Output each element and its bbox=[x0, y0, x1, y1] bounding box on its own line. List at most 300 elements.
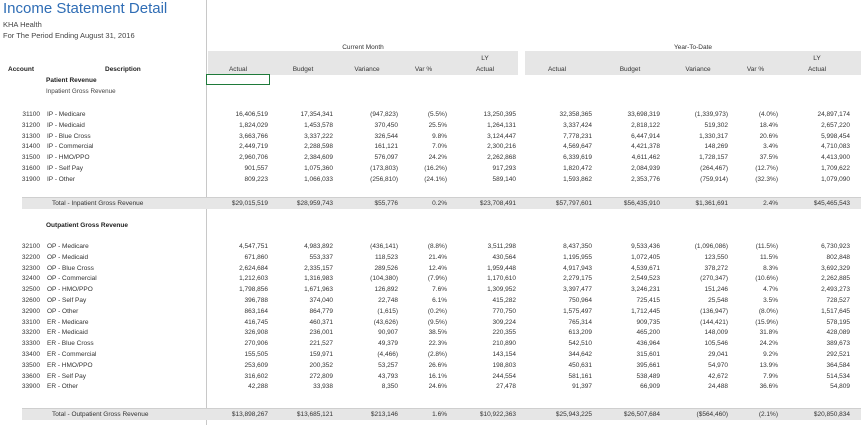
cm-variance-cell[interactable]: 161,121 bbox=[374, 143, 398, 151]
ytd-variance-cell[interactable]: (759,914) bbox=[700, 175, 728, 183]
section-outpatient-gross: Outpatient Gross Revenue bbox=[46, 222, 128, 229]
ytd-ly-actual-cell[interactable]: 578,195 bbox=[826, 318, 850, 326]
account-number[interactable]: 32200 bbox=[21, 253, 40, 261]
table-row bbox=[0, 362, 861, 372]
selected-cell[interactable] bbox=[206, 74, 270, 85]
cm-var-pct-cell[interactable]: 7.0% bbox=[432, 143, 447, 151]
cm-actual-cell[interactable]: 316,602 bbox=[244, 372, 268, 380]
cm-actual-cell[interactable]: 396,788 bbox=[244, 297, 268, 304]
cm-var-pct-cell[interactable]: (9.5%) bbox=[427, 318, 447, 326]
account-description[interactable]: OP - Blue Cross bbox=[47, 264, 94, 272]
table-row bbox=[0, 122, 861, 132]
cm-var-pct-cell[interactable]: 24.2% bbox=[428, 154, 447, 162]
cm-var-pct-cell[interactable]: (7.9%) bbox=[427, 275, 447, 283]
cm-budget-cell[interactable]: 2,288,598 bbox=[304, 143, 333, 151]
cm-variance-cell[interactable]: (947,823) bbox=[370, 111, 398, 118]
cm-budget-cell[interactable]: 3,337,222 bbox=[304, 132, 333, 140]
ytd-actual-cell[interactable]: 581,161 bbox=[568, 372, 592, 380]
account-description[interactable]: IP - Other bbox=[47, 175, 76, 183]
account-description[interactable]: ER - Medicare bbox=[47, 318, 89, 326]
ytd-budget-cell[interactable]: 2,084,939 bbox=[631, 165, 660, 172]
cm-ly-actual-cell[interactable]: 220,355 bbox=[492, 329, 516, 337]
account-description[interactable]: ER - Blue Cross bbox=[47, 340, 94, 348]
ytd-budget-cell[interactable]: 1,712,445 bbox=[631, 307, 660, 315]
cm-ly-actual-cell[interactable]: 1,264,131 bbox=[487, 121, 516, 129]
cm-var-pct-cell[interactable]: 9.8% bbox=[432, 132, 447, 140]
ytd-budget-cell[interactable]: 3,246,231 bbox=[631, 286, 660, 294]
cm-actual-cell[interactable]: 253,609 bbox=[244, 361, 268, 369]
cm-variance-cell[interactable]: 8,350 bbox=[381, 383, 398, 391]
account-description[interactable]: IP - Medicare bbox=[47, 111, 86, 118]
cm-actual-cell[interactable]: 2,960,706 bbox=[239, 154, 268, 162]
ytd-actual-cell[interactable]: 7,778,231 bbox=[563, 132, 592, 140]
cm-variance-cell[interactable]: (256,810) bbox=[370, 175, 398, 183]
ytd-actual-cell[interactable]: 91,397 bbox=[572, 383, 592, 391]
ytd-var-pct-cell[interactable]: 31.8% bbox=[759, 329, 778, 337]
cm-variance-cell[interactable]: 90,907 bbox=[378, 329, 398, 337]
ytd-variance-cell[interactable]: 123,550 bbox=[704, 253, 728, 261]
cm-actual-cell[interactable]: 42,288 bbox=[248, 383, 268, 391]
cm-variance-cell[interactable]: 53,257 bbox=[378, 361, 398, 369]
cm-budget-cell[interactable]: 374,040 bbox=[309, 297, 333, 304]
col-ytd-ly-actual: Actual bbox=[807, 66, 827, 73]
cm-ly-actual-cell[interactable]: 917,293 bbox=[492, 165, 516, 172]
cm-ly-actual-cell[interactable]: 3,511,298 bbox=[487, 243, 516, 250]
cm-budget-cell[interactable]: 1,066,033 bbox=[304, 175, 333, 183]
table-row bbox=[0, 165, 861, 175]
ytd-var-pct-cell[interactable]: 37.5% bbox=[759, 154, 778, 162]
ytd-variance-cell[interactable]: (1,339,973) bbox=[694, 111, 728, 118]
ytd-actual-cell[interactable]: 4,569,647 bbox=[563, 143, 592, 151]
ytd-var-pct-cell[interactable]: 9.2% bbox=[763, 351, 778, 358]
account-description[interactable]: OP - Self Pay bbox=[47, 297, 87, 304]
period-label: For The Period Ending August 31, 2016 bbox=[3, 31, 135, 40]
ytd-var-pct-cell[interactable]: 20.6% bbox=[759, 132, 778, 140]
ytd-budget-cell[interactable]: 2,818,122 bbox=[631, 121, 660, 129]
cm-ly-actual-total[interactable]: $23,708,491 bbox=[479, 200, 516, 207]
cm-actual-cell[interactable]: 155,505 bbox=[244, 351, 268, 358]
ytd-budget-cell[interactable]: 2,353,776 bbox=[631, 175, 660, 183]
cm-var-pct-cell[interactable]: (0.2%) bbox=[427, 307, 447, 315]
account-description[interactable]: ER - Commercial bbox=[47, 351, 97, 358]
account-number[interactable]: 31600 bbox=[21, 165, 40, 172]
ytd-ly-actual-cell[interactable]: 1,709,622 bbox=[821, 165, 850, 172]
col-description: Description bbox=[105, 66, 141, 73]
ytd-var-pct-cell[interactable]: (32.3%) bbox=[755, 175, 778, 183]
ytd-var-pct-cell[interactable]: (12.7%) bbox=[755, 165, 778, 172]
cm-var-pct-cell[interactable]: 12.4% bbox=[428, 264, 447, 272]
cm-ly-actual-cell[interactable]: 1,309,952 bbox=[487, 286, 516, 294]
cm-var-pct-cell[interactable]: (2.8%) bbox=[427, 351, 447, 358]
cm-var-pct-cell[interactable]: 21.4% bbox=[428, 253, 447, 261]
cm-budget-cell[interactable]: 864,779 bbox=[309, 307, 333, 315]
account-number[interactable]: 33200 bbox=[21, 329, 40, 337]
cm-variance-cell[interactable]: 43,793 bbox=[378, 372, 398, 380]
cm-actual-cell[interactable]: 1,798,856 bbox=[239, 286, 268, 294]
ytd-budget-cell[interactable]: 538,489 bbox=[636, 372, 660, 380]
ytd-variance-cell[interactable]: (270,347) bbox=[700, 275, 728, 283]
account-description[interactable]: OP - Medicaid bbox=[47, 253, 89, 261]
cm-var-pct-cell[interactable]: 22.3% bbox=[428, 340, 447, 348]
ytd-var-pct-cell[interactable]: 13.9% bbox=[759, 361, 778, 369]
section-patient-revenue: Patient Revenue bbox=[46, 77, 97, 84]
cm-actual-cell[interactable]: 270,906 bbox=[244, 340, 268, 348]
account-description[interactable]: OP - Other bbox=[47, 307, 79, 315]
ytd-ly-actual-cell[interactable]: 2,657,220 bbox=[821, 121, 850, 129]
cm-budget-cell[interactable]: 17,354,341 bbox=[300, 111, 333, 118]
cm-budget-cell[interactable]: 200,352 bbox=[309, 361, 333, 369]
ytd-actual-total[interactable]: $57,797,601 bbox=[555, 200, 592, 207]
cm-ly-actual-cell[interactable]: 143,154 bbox=[492, 351, 516, 358]
cm-variance-cell[interactable]: 289,526 bbox=[374, 264, 398, 272]
account-description[interactable]: ER - Medicaid bbox=[47, 329, 88, 337]
cm-var-pct-cell[interactable]: (24.1%) bbox=[424, 175, 447, 183]
cm-ly-actual-cell[interactable]: 210,890 bbox=[492, 340, 516, 348]
cm-variance-cell[interactable]: 49,379 bbox=[378, 340, 398, 348]
ytd-var-pct-cell[interactable]: (10.6%) bbox=[755, 275, 778, 283]
ytd-budget-cell[interactable]: 9,533,436 bbox=[631, 243, 660, 250]
ytd-ly-actual-cell[interactable]: 802,848 bbox=[826, 253, 850, 261]
ytd-var-pct-cell[interactable]: 11.5% bbox=[760, 253, 778, 261]
ytd-ly-actual-cell[interactable]: 3,692,329 bbox=[821, 264, 850, 272]
ytd-budget-cell[interactable]: 4,611,462 bbox=[631, 154, 660, 162]
cm-variance-cell[interactable]: 576,097 bbox=[374, 154, 398, 162]
cm-budget-cell[interactable]: 2,335,157 bbox=[304, 264, 333, 272]
ytd-var-pct-cell[interactable]: 7.9% bbox=[763, 372, 778, 380]
account-number[interactable]: 33500 bbox=[21, 361, 40, 369]
cm-ly-actual-cell[interactable]: 415,282 bbox=[492, 297, 516, 304]
cm-actual-cell[interactable]: 4,547,751 bbox=[239, 243, 268, 250]
account-number[interactable]: 33300 bbox=[21, 340, 40, 348]
ytd-budget-cell[interactable]: 4,539,671 bbox=[631, 264, 660, 272]
ytd-actual-cell[interactable]: 6,339,619 bbox=[563, 154, 592, 162]
cm-budget-cell[interactable]: 272,809 bbox=[309, 372, 333, 380]
account-number[interactable]: 33100 bbox=[21, 318, 40, 326]
ytd-var-pct-total[interactable]: 2.4% bbox=[763, 200, 778, 207]
ytd-ly-actual-cell[interactable]: 514,534 bbox=[826, 372, 850, 380]
cm-var-pct-cell[interactable]: (16.2%) bbox=[424, 165, 447, 172]
ytd-ly-actual-cell[interactable]: 5,998,454 bbox=[821, 132, 850, 140]
cm-ly-actual-cell[interactable]: 589,140 bbox=[492, 175, 516, 183]
ytd-budget-cell[interactable]: 6,447,914 bbox=[631, 132, 660, 140]
cm-var-pct-cell[interactable]: 6.1% bbox=[432, 297, 447, 304]
ytd-actual-cell[interactable]: 1,195,955 bbox=[563, 253, 592, 261]
ytd-actual-cell[interactable]: 3,397,477 bbox=[563, 286, 592, 294]
account-number[interactable]: 33600 bbox=[21, 372, 40, 380]
col-ytd-budget: Budget bbox=[619, 66, 641, 73]
account-number[interactable]: 32100 bbox=[21, 243, 40, 250]
cm-actual-cell[interactable]: 1,824,029 bbox=[239, 121, 268, 129]
ytd-variance-cell[interactable]: 42,672 bbox=[708, 372, 728, 380]
ytd-budget-total[interactable]: $56,435,910 bbox=[623, 200, 660, 207]
cm-var-pct-total[interactable]: 1.6% bbox=[432, 411, 447, 418]
ytd-actual-cell[interactable]: 613,209 bbox=[568, 329, 592, 337]
account-description[interactable]: IP - Commercial bbox=[47, 143, 94, 151]
col-cm-actual: Actual bbox=[228, 66, 248, 73]
cm-variance-total[interactable]: $55,776 bbox=[374, 200, 398, 207]
cm-budget-cell[interactable]: 2,384,609 bbox=[304, 154, 333, 162]
cm-var-pct-cell[interactable]: 16.1% bbox=[428, 372, 447, 380]
cm-budget-cell[interactable]: 1,316,983 bbox=[304, 275, 333, 283]
ytd-ly-actual-cell[interactable]: 389,673 bbox=[826, 340, 850, 348]
cm-variance-cell[interactable]: (1,615) bbox=[377, 307, 398, 315]
account-number[interactable]: 32600 bbox=[21, 297, 40, 304]
ytd-ly-actual-cell[interactable]: 2,493,273 bbox=[821, 286, 850, 294]
ytd-variance-cell[interactable]: 519,302 bbox=[704, 121, 728, 129]
cm-budget-cell[interactable]: 33,938 bbox=[313, 383, 333, 391]
cm-var-pct-cell[interactable]: (5.5%) bbox=[427, 111, 447, 118]
ytd-variance-total[interactable]: $1,361,691 bbox=[695, 200, 728, 207]
cm-budget-cell[interactable]: 1,075,360 bbox=[304, 165, 333, 172]
ytd-variance-cell[interactable]: (264,467) bbox=[700, 165, 728, 172]
account-number[interactable]: 31200 bbox=[21, 121, 40, 129]
ytd-ly-actual-cell[interactable]: 292,521 bbox=[826, 351, 850, 358]
cm-variance-cell[interactable]: 22,748 bbox=[378, 297, 398, 304]
ytd-var-pct-cell[interactable]: (4.0%) bbox=[758, 111, 778, 118]
cm-actual-cell[interactable]: 416,745 bbox=[244, 318, 268, 326]
ytd-ly-actual-cell[interactable]: 24,897,174 bbox=[817, 111, 850, 118]
ytd-variance-total[interactable]: ($564,460) bbox=[696, 411, 728, 418]
cm-ly-actual-cell[interactable]: 309,224 bbox=[492, 318, 516, 326]
account-number[interactable]: 31900 bbox=[21, 175, 40, 183]
cm-ly-actual-cell[interactable]: 27,478 bbox=[496, 383, 516, 391]
table-row bbox=[0, 340, 861, 350]
account-description[interactable]: ER - Other bbox=[47, 383, 79, 391]
ytd-actual-total[interactable]: $25,943,225 bbox=[555, 411, 592, 418]
cm-ly-actual-total[interactable]: $10,922,363 bbox=[479, 411, 516, 418]
ytd-variance-cell[interactable]: 148,269 bbox=[704, 143, 728, 151]
cm-budget-cell[interactable]: 4,983,892 bbox=[304, 243, 333, 250]
cm-var-pct-cell[interactable]: 24.6% bbox=[428, 383, 447, 391]
ytd-var-pct-cell[interactable]: (8.0%) bbox=[758, 307, 778, 315]
total-label[interactable]: Total - Outpatient Gross Revenue bbox=[52, 411, 149, 418]
cm-variance-total[interactable]: $213,146 bbox=[370, 411, 398, 418]
ytd-budget-cell[interactable]: 4,421,378 bbox=[631, 143, 660, 151]
ytd-budget-cell[interactable]: 436,964 bbox=[636, 340, 660, 348]
ytd-actual-cell[interactable]: 450,631 bbox=[568, 361, 592, 369]
account-number[interactable]: 31400 bbox=[21, 143, 40, 151]
cm-ly-actual-cell[interactable]: 430,564 bbox=[492, 253, 516, 261]
cm-budget-total[interactable]: $13,685,121 bbox=[296, 411, 333, 418]
ytd-variance-cell[interactable]: 1,728,157 bbox=[699, 154, 728, 162]
cm-budget-total[interactable]: $28,959,743 bbox=[296, 200, 333, 207]
ytd-variance-cell[interactable]: 105,546 bbox=[704, 340, 728, 348]
ytd-variance-cell[interactable]: (136,947) bbox=[700, 307, 728, 315]
ytd-variance-cell[interactable]: (144,421) bbox=[700, 318, 728, 326]
ytd-variance-cell[interactable]: (1,096,086) bbox=[694, 243, 728, 250]
ytd-var-pct-cell[interactable]: (15.9%) bbox=[755, 318, 778, 326]
cm-ly-actual-cell[interactable]: 13,250,395 bbox=[483, 111, 516, 118]
account-number[interactable]: 31300 bbox=[21, 132, 40, 140]
ytd-var-pct-cell[interactable]: 8.3% bbox=[763, 264, 778, 272]
ytd-ly-actual-cell[interactable]: 54,809 bbox=[830, 383, 850, 391]
ytd-var-pct-cell[interactable]: 24.2% bbox=[759, 340, 778, 348]
ytd-ly-actual-total[interactable]: $20,850,834 bbox=[813, 411, 850, 418]
ytd-ly-actual-cell[interactable]: 2,262,885 bbox=[821, 275, 850, 283]
ytd-budget-cell[interactable]: 465,200 bbox=[636, 329, 660, 337]
ytd-actual-cell[interactable]: 542,510 bbox=[568, 340, 592, 348]
ytd-budget-cell[interactable]: 33,698,319 bbox=[627, 111, 660, 118]
cm-ly-actual-cell[interactable]: 2,262,868 bbox=[487, 154, 516, 162]
ytd-variance-cell[interactable]: 54,970 bbox=[708, 361, 728, 369]
ytd-var-pct-cell[interactable]: 18.4% bbox=[759, 121, 778, 129]
cm-actual-total[interactable]: $29,015,519 bbox=[231, 200, 268, 207]
account-number[interactable]: 32300 bbox=[21, 264, 40, 272]
cm-var-pct-cell[interactable]: 38.5% bbox=[428, 329, 447, 337]
account-description[interactable]: OP - Medicare bbox=[47, 243, 89, 250]
table-row bbox=[0, 143, 861, 153]
ytd-actual-cell[interactable]: 1,593,862 bbox=[563, 175, 592, 183]
account-number[interactable]: 31100 bbox=[22, 111, 40, 118]
ytd-variance-cell[interactable]: 29,041 bbox=[708, 351, 728, 358]
ytd-budget-cell[interactable]: 909,735 bbox=[636, 318, 660, 326]
col-cm-variance: Variance bbox=[354, 66, 380, 73]
ytd-var-pct-cell[interactable]: 4.7% bbox=[763, 286, 778, 294]
cm-ly-actual-cell[interactable]: 770,750 bbox=[492, 307, 516, 315]
cm-actual-cell[interactable]: 863,164 bbox=[244, 307, 268, 315]
ytd-variance-cell[interactable]: 1,330,317 bbox=[699, 132, 728, 140]
cm-var-pct-cell[interactable]: 7.6% bbox=[432, 286, 447, 294]
account-number[interactable]: 31500 bbox=[21, 154, 40, 162]
cm-actual-cell[interactable]: 3,663,766 bbox=[239, 132, 268, 140]
col-ytd-ly: LY bbox=[813, 55, 821, 62]
cm-ly-actual-cell[interactable]: 244,554 bbox=[492, 372, 516, 380]
ytd-var-pct-cell[interactable]: 36.6% bbox=[759, 383, 778, 391]
ytd-actual-cell[interactable]: 2,279,175 bbox=[563, 275, 592, 283]
ytd-actual-cell[interactable]: 3,337,424 bbox=[563, 121, 592, 129]
account-number[interactable]: 33900 bbox=[21, 383, 40, 391]
ytd-variance-cell[interactable]: 151,246 bbox=[704, 286, 728, 294]
ytd-ly-actual-cell[interactable]: 364,584 bbox=[826, 361, 850, 369]
account-description[interactable]: IP - Self Pay bbox=[47, 165, 84, 172]
cm-ly-actual-cell[interactable]: 2,300,216 bbox=[487, 143, 516, 151]
cm-var-pct-cell[interactable]: 26.6% bbox=[428, 361, 447, 369]
cm-ly-actual-cell[interactable]: 3,124,447 bbox=[487, 132, 516, 140]
cm-ly-actual-cell[interactable]: 1,959,448 bbox=[487, 264, 516, 272]
table-row bbox=[0, 351, 861, 361]
table-row bbox=[0, 297, 861, 307]
account-description[interactable]: OP - HMO/PPO bbox=[47, 286, 93, 294]
cm-variance-cell[interactable]: (436,141) bbox=[370, 243, 398, 250]
ytd-actual-cell[interactable]: 32,358,365 bbox=[559, 111, 592, 118]
account-description[interactable]: OP - Commercial bbox=[47, 275, 97, 283]
ytd-var-pct-cell[interactable]: 3.5% bbox=[763, 297, 778, 304]
cm-var-pct-total[interactable]: 0.2% bbox=[432, 200, 447, 207]
cm-actual-cell[interactable]: 671,860 bbox=[244, 253, 268, 261]
ytd-actual-cell[interactable]: 344,642 bbox=[568, 351, 592, 358]
ytd-var-pct-cell[interactable]: (11.5%) bbox=[755, 243, 778, 250]
account-description[interactable]: ER - HMO/PPO bbox=[47, 361, 93, 369]
ytd-ly-actual-cell[interactable]: 4,413,900 bbox=[821, 154, 850, 162]
ytd-variance-cell[interactable]: 148,009 bbox=[704, 329, 728, 337]
ytd-budget-cell[interactable]: 395,661 bbox=[636, 361, 660, 369]
cm-variance-cell[interactable]: 118,523 bbox=[374, 253, 398, 261]
cm-budget-cell[interactable]: 221,527 bbox=[309, 340, 333, 348]
cm-actual-cell[interactable]: 2,624,684 bbox=[239, 264, 268, 272]
ytd-ly-actual-cell[interactable]: 1,517,645 bbox=[821, 307, 850, 315]
total-row bbox=[22, 197, 861, 209]
table-row bbox=[0, 329, 861, 339]
table-row bbox=[0, 243, 861, 253]
ytd-var-pct-total[interactable]: (2.1%) bbox=[758, 411, 778, 418]
ytd-budget-cell[interactable]: 725,415 bbox=[636, 297, 660, 304]
cm-ly-actual-cell[interactable]: 198,803 bbox=[492, 361, 516, 369]
account-description[interactable]: IP - Blue Cross bbox=[47, 132, 91, 140]
ytd-actual-cell[interactable]: 765,314 bbox=[568, 318, 592, 326]
ytd-actual-cell[interactable]: 8,437,350 bbox=[563, 243, 592, 250]
cm-variance-cell[interactable]: (104,380) bbox=[370, 275, 398, 283]
cm-budget-cell[interactable]: 236,001 bbox=[309, 329, 333, 337]
col-cm-ly-actual: Actual bbox=[475, 66, 495, 73]
ytd-variance-cell[interactable]: 25,548 bbox=[708, 297, 728, 304]
cm-variance-cell[interactable]: 326,544 bbox=[374, 132, 398, 140]
ytd-actual-cell[interactable]: 1,820,472 bbox=[563, 165, 592, 172]
cm-variance-cell[interactable]: (43,626) bbox=[373, 318, 398, 326]
ytd-ly-actual-cell[interactable]: 6,730,923 bbox=[821, 243, 850, 250]
account-description[interactable]: ER - Self Pay bbox=[47, 372, 87, 380]
col-ytd-var-pct: Var % bbox=[746, 66, 765, 73]
account-description[interactable]: IP - Medicaid bbox=[47, 121, 85, 129]
cm-var-pct-cell[interactable]: 25.5% bbox=[428, 121, 447, 129]
cm-budget-cell[interactable]: 1,671,963 bbox=[304, 286, 333, 294]
cm-budget-cell[interactable]: 460,371 bbox=[309, 318, 333, 326]
section-inpatient-gross: Inpatient Gross Revenue bbox=[46, 88, 116, 95]
ytd-actual-cell[interactable]: 750,964 bbox=[568, 297, 592, 304]
ytd-budget-cell[interactable]: 315,601 bbox=[636, 351, 660, 358]
ytd-ly-actual-cell[interactable]: 1,079,090 bbox=[821, 175, 850, 183]
cm-actual-cell[interactable]: 1,212,603 bbox=[239, 275, 268, 283]
account-number[interactable]: 33400 bbox=[21, 351, 40, 358]
cm-budget-cell[interactable]: 159,971 bbox=[309, 351, 333, 358]
cm-budget-cell[interactable]: 553,337 bbox=[309, 253, 333, 261]
ytd-ly-actual-total[interactable]: $45,465,543 bbox=[813, 200, 850, 207]
table-row bbox=[0, 111, 861, 121]
cm-var-pct-cell[interactable]: (8.8%) bbox=[427, 243, 447, 250]
ytd-actual-cell[interactable]: 1,575,497 bbox=[563, 307, 592, 315]
total-row bbox=[22, 408, 861, 420]
account-number[interactable]: 32400 bbox=[21, 275, 40, 283]
ytd-variance-cell[interactable]: 378,272 bbox=[704, 264, 728, 272]
account-description[interactable]: IP - HMO/PPO bbox=[47, 154, 90, 162]
cm-actual-total[interactable]: $13,898,267 bbox=[231, 411, 268, 418]
ytd-variance-cell[interactable]: 24,488 bbox=[708, 383, 728, 391]
ytd-ly-actual-cell[interactable]: 728,527 bbox=[826, 297, 850, 304]
cm-variance-cell[interactable]: (173,803) bbox=[370, 165, 398, 172]
cm-variance-cell[interactable]: 370,450 bbox=[374, 121, 398, 129]
cm-actual-cell[interactable]: 809,223 bbox=[244, 175, 268, 183]
ytd-budget-total[interactable]: $26,507,684 bbox=[623, 411, 660, 418]
ytd-budget-cell[interactable]: 2,549,523 bbox=[631, 275, 660, 283]
cm-budget-cell[interactable]: 1,453,578 bbox=[304, 121, 333, 129]
cm-actual-cell[interactable]: 901,557 bbox=[244, 165, 268, 172]
cm-ly-actual-cell[interactable]: 1,170,610 bbox=[487, 275, 516, 283]
ytd-ly-actual-cell[interactable]: 4,710,083 bbox=[821, 143, 850, 151]
ytd-budget-cell[interactable]: 66,909 bbox=[640, 383, 660, 391]
table-row bbox=[0, 254, 861, 264]
cm-variance-cell[interactable]: (4,466) bbox=[377, 351, 398, 358]
cm-actual-cell[interactable]: 2,449,719 bbox=[239, 143, 268, 151]
total-label[interactable]: Total - Inpatient Gross Revenue bbox=[52, 200, 144, 207]
account-number[interactable]: 32900 bbox=[21, 307, 40, 315]
ytd-actual-cell[interactable]: 4,917,943 bbox=[563, 264, 592, 272]
ytd-budget-cell[interactable]: 1,072,405 bbox=[631, 253, 660, 261]
account-number[interactable]: 32500 bbox=[21, 286, 40, 294]
cm-actual-cell[interactable]: 326,908 bbox=[244, 329, 268, 337]
ytd-var-pct-cell[interactable]: 3.4% bbox=[763, 143, 778, 151]
cm-variance-cell[interactable]: 126,892 bbox=[374, 286, 398, 294]
cm-actual-cell[interactable]: 16,406,519 bbox=[235, 111, 268, 118]
ytd-ly-actual-cell[interactable]: 428,089 bbox=[826, 329, 850, 337]
